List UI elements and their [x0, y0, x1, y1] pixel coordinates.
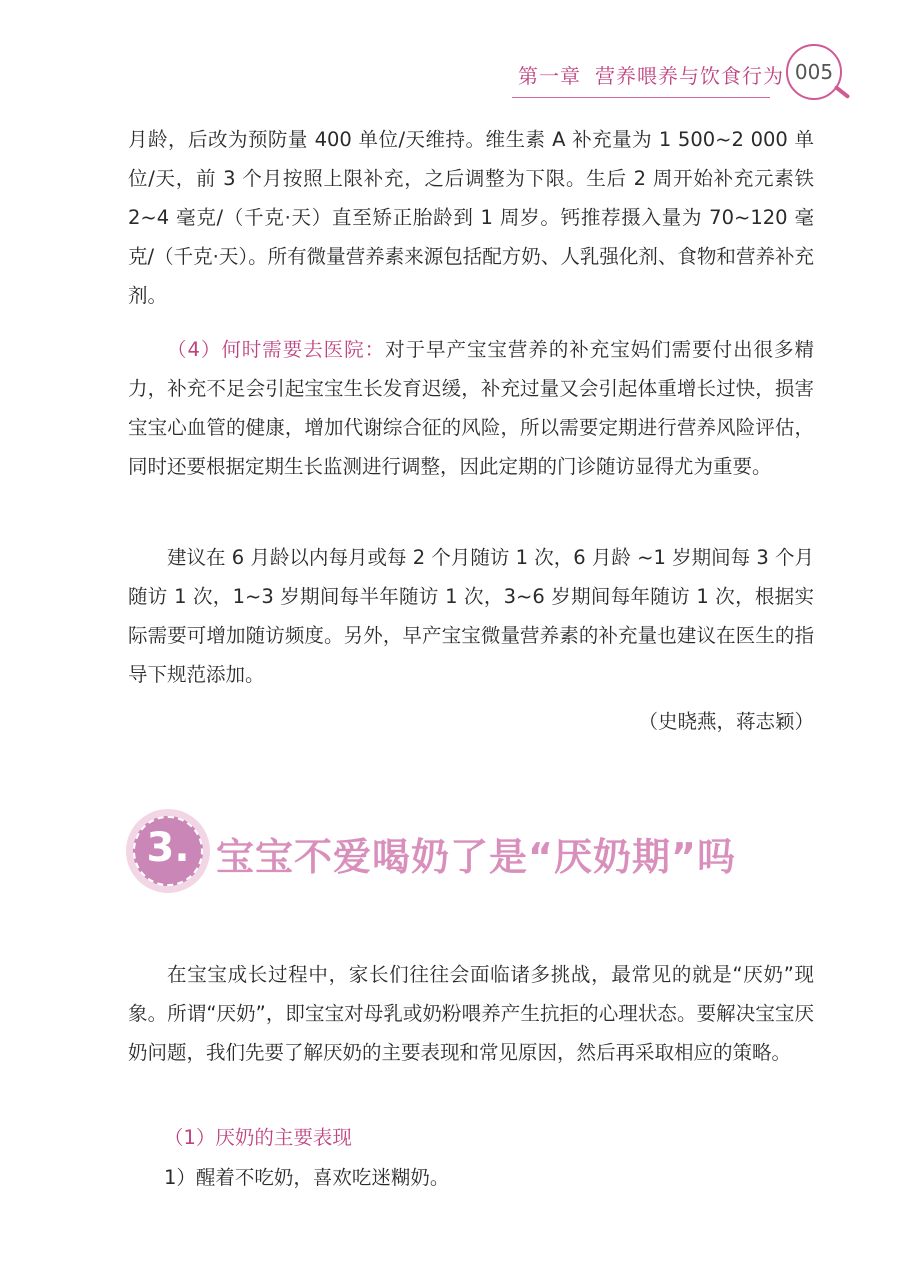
section-title: 宝宝不爱喝奶了是“厌奶期”吗 — [216, 835, 736, 879]
section-number: 3. — [146, 825, 190, 871]
page-number: 005 — [794, 60, 834, 84]
author-credit: （史晓燕，蒋志颖） — [638, 710, 814, 733]
header-rule — [512, 97, 770, 98]
running-head — [518, 60, 784, 89]
paragraph-intro: 在宝宝成长过程中，家长们往往会面临诸多挑战，最常见的就是“厌奶”现象。所谓“厌奶”，即宝宝对母乳或奶粉喂养产生抗拒的心理状态。要解决宝宝厌奶问题，我们先要了解厌奶的主要表现和常见原因，然后再采取相应的策略。 — [128, 963, 814, 1064]
list-item: 1）醒着不吃奶，喜欢吃迷糊奶。 — [164, 1166, 450, 1189]
chapter-title: 营养喂养与饮食行为 — [595, 64, 784, 88]
chapter-label: 第一章 — [518, 64, 581, 88]
paragraph-follow-up: 建议在 6 月龄以内每月或每 2 个月随访 1 次，6 月龄 ~1 岁期间每 3 个月随访 1 次，1~3 岁期间每半年随访 1 次，3~6 岁期间每年随访 1 次，根据实际需要可增加随访频度。另外，早产宝宝微量营养素的补充量也建议在医生的指导下规范添加。 — [128, 546, 814, 686]
page-number-badge — [786, 44, 842, 100]
paragraph-vitamins: 月龄，后改为预防量 400 单位/天维持。维生素 A 补充量为 1 500~2 000 单位/天，前 3 个月按照上限补充，之后调整为下限。生后 2 周开始补充元素铁 2~4 毫克/（千克·天）直至矫正胎龄到 1 周岁。钙推荐摄入量为 70~120 毫克/（千克·天）。所有微量营养素来源包括配方奶、人乳强化剂、食物和营养补充剂。 — [128, 128, 814, 307]
subheading-when-hospital: （4）何时需要去医院： — [167, 338, 386, 361]
paragraph-when-hospital — [128, 330, 814, 486]
section-number-badge — [126, 809, 210, 893]
paragraph-when-hospital-body: 对于早产宝宝营养的补充宝妈们需要付出很多精力，补充不足会引起宝宝生长发育迟缓，补充过量又会引起体重增长过快，损害宝宝心血管的健康，增加代谢综合征的风险，所以需要定期进行营养风险评估，同时还要根据定期生长监测进行调整，因此定期的门诊随访显得尤为重要。 — [128, 338, 814, 478]
magnifier-handle-icon — [834, 85, 851, 99]
page-header — [0, 0, 900, 110]
subheading-symptoms: （1）厌奶的主要表现 — [164, 1126, 352, 1149]
